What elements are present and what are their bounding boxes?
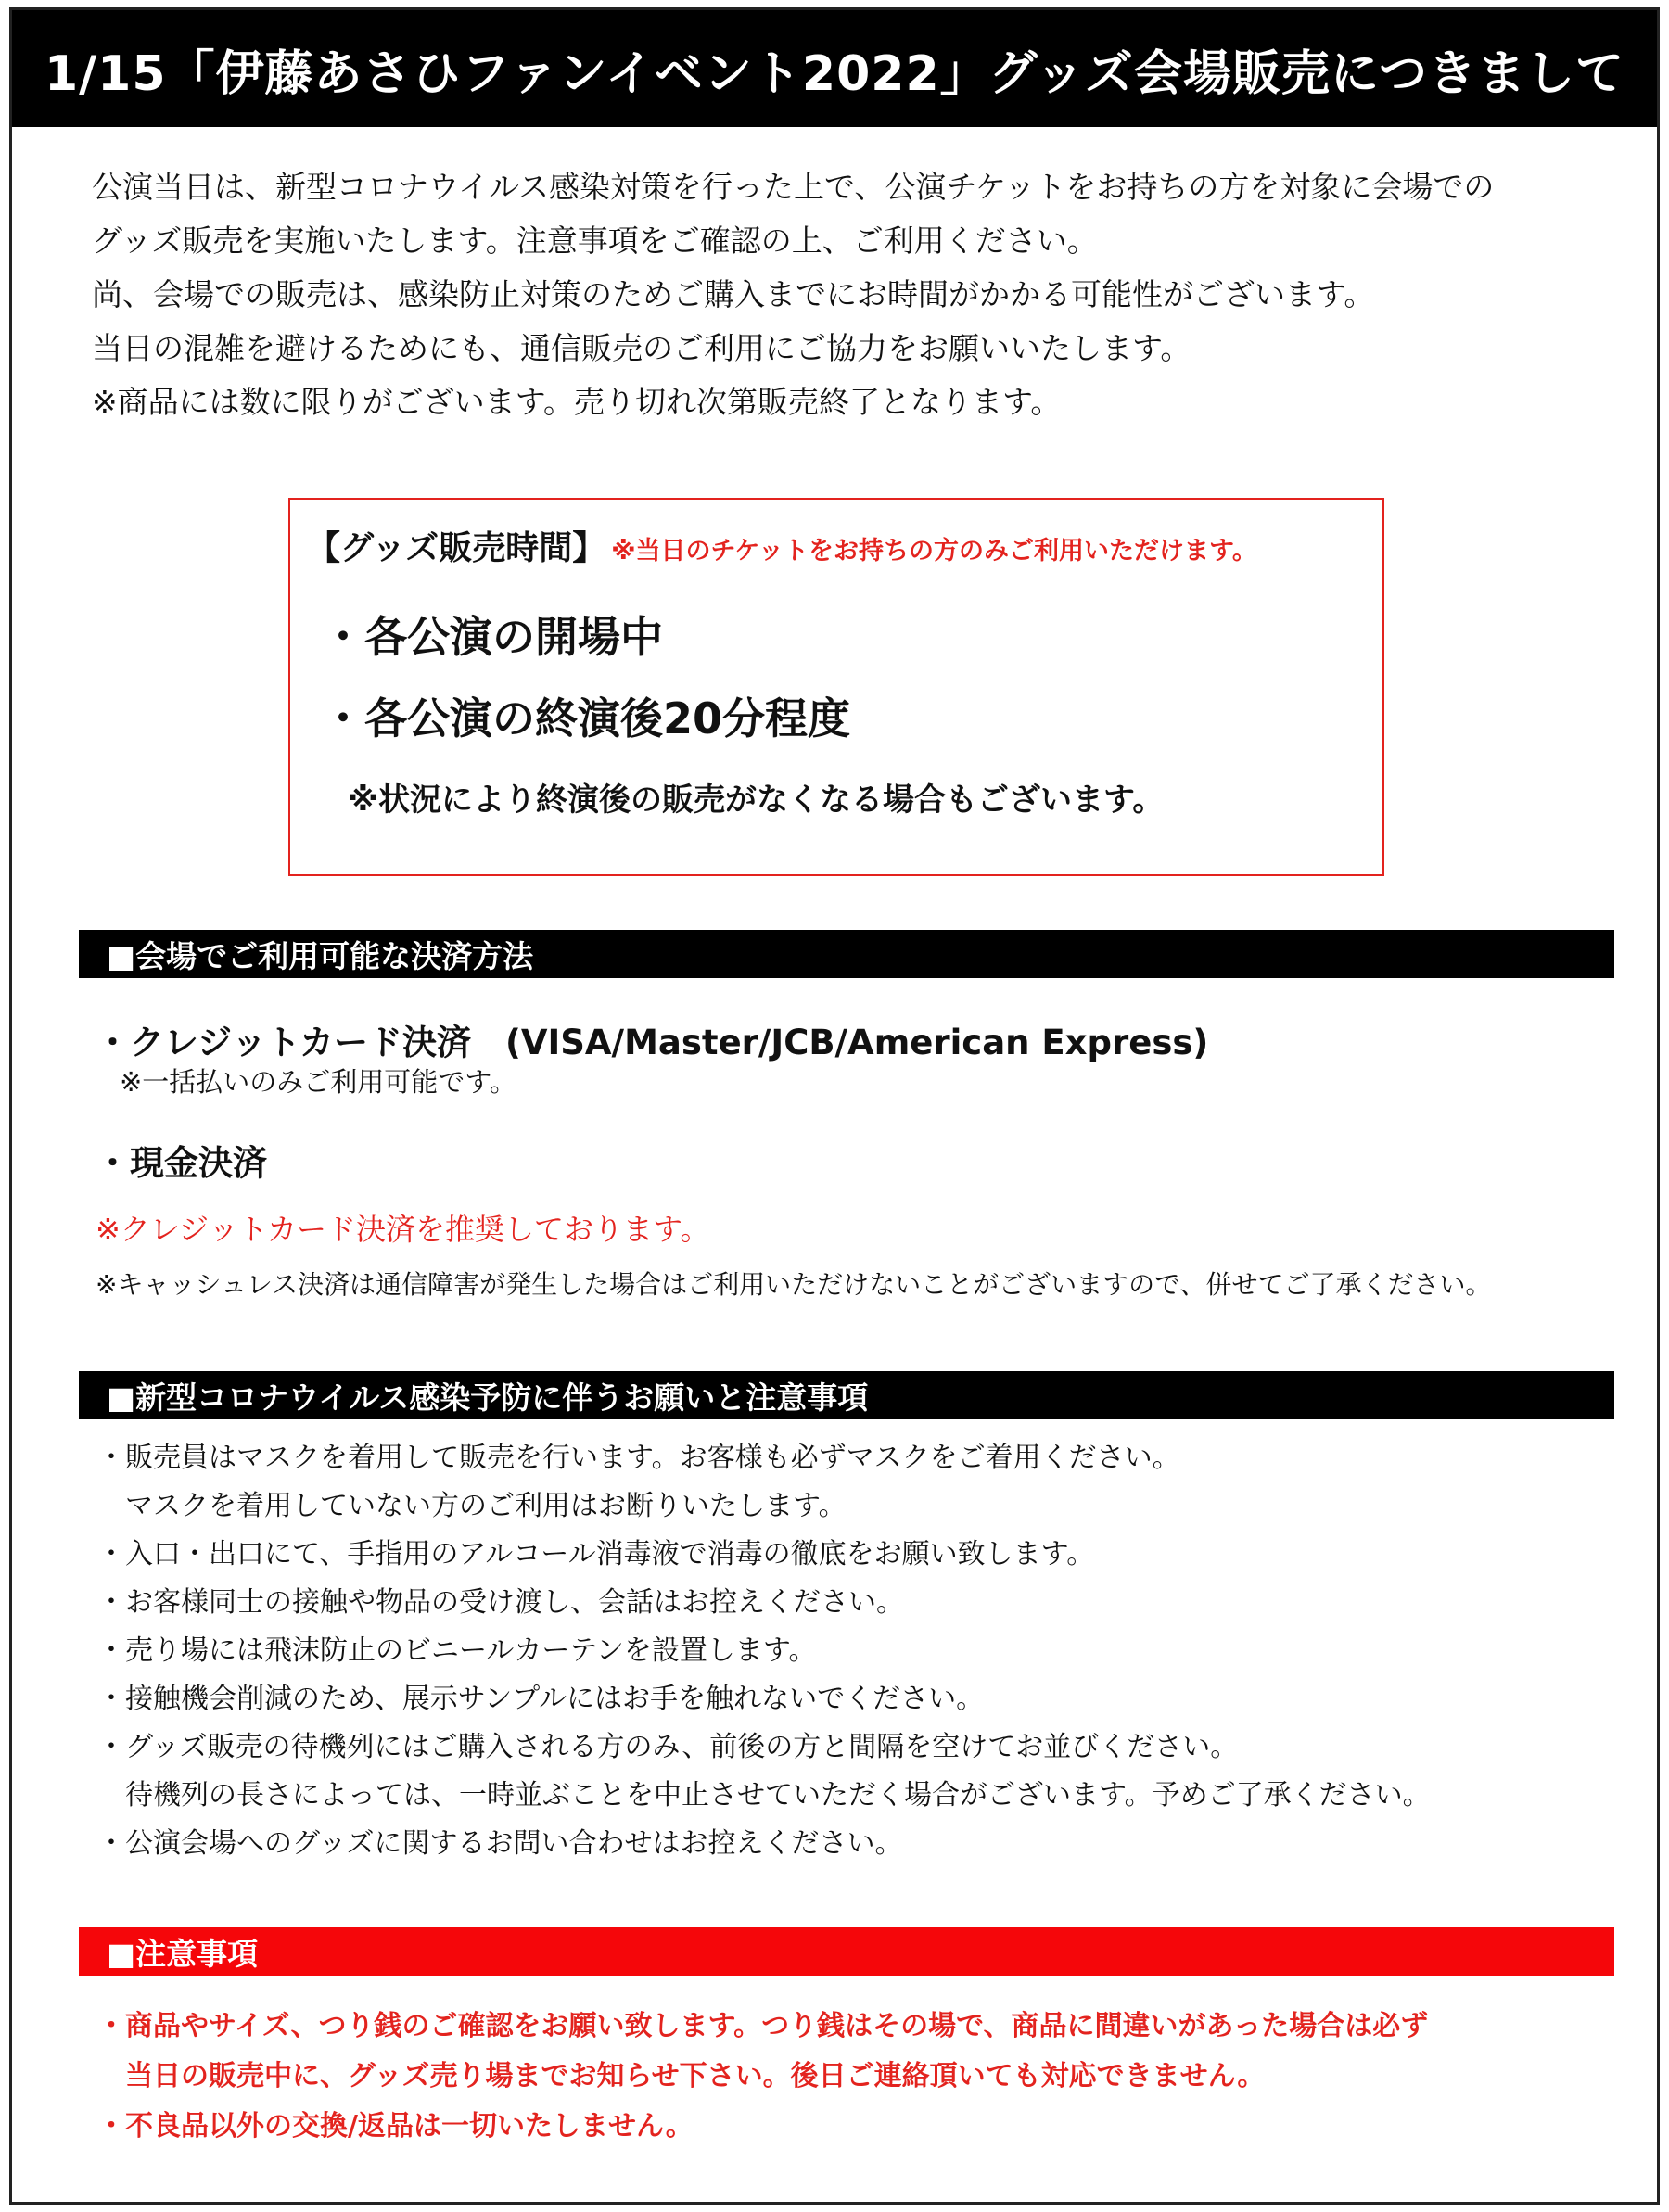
payment-section [96, 1017, 1625, 1306]
intro-line: 当日の混雑を避けるためにも、通信販売のご利用にご協力をお願いいたします。 [92, 330, 1191, 366]
caution-list [97, 2002, 1627, 2152]
payment-cashless-note: ※キャッシュレス決済は通信障害が発生した場合はご利用いただけないことがございますので、併せてご了承ください。 [96, 1269, 1492, 1300]
sales-time-header [307, 522, 1257, 569]
list-item: ・入口・出口にて、手指用のアルコール消毒液で消毒の徹底をお願い致します。 [97, 1538, 1095, 1570]
list-item: ・お客様同士の接触や物品の受け渡し、会話はお控えください。 [97, 1586, 904, 1619]
covid-heading: ■新型コロナウイルス感染予防に伴うお願いと注意事項 [79, 1371, 1614, 1419]
list-item: 待機列の長さによっては、一時並ぶことを中止させていただく場合がございます。予めご了承ください。 [97, 1779, 1431, 1812]
payment-credit-note: ※一括払いのみご利用可能です。 [120, 1066, 516, 1098]
list-item: ・販売員はマスクを着用して販売を行います。お客様も必ずマスクをご着用ください。 [97, 1442, 1180, 1474]
list-item: ・不良品以外の交換/返品は一切いたしません。 [97, 2110, 694, 2142]
sales-time-sub-note: ※状況により終演後の販売がなくなる場合もございます。 [348, 782, 1165, 819]
payment-credit: ・クレジットカード決済 (VISA/Master/JCB/American Express) [96, 1023, 1209, 1062]
notice-page [9, 7, 1660, 2205]
list-item: ・商品やサイズ、つり銭のご確認をお願い致します。つり銭はその場で、商品に間違いがあった場合は必ず [97, 2010, 1429, 2042]
covid-list [97, 1434, 1627, 1868]
payment-cash: ・現金決済 [96, 1143, 267, 1183]
payment-recommend: ※クレジットカード決済を推奨しております。 [96, 1212, 710, 1247]
list-item: ・売り場には飛沫防止のビニールカーテンを設置します。 [97, 1634, 817, 1667]
intro-line: 公演当日は、新型コロナウイルス感染対策を行った上で、公演チケットをお持ちの方を対象に会場での [92, 169, 1495, 205]
sales-time-item: ・各公演の開場中 [322, 612, 663, 662]
list-item: ・公演会場へのグッズに関するお問い合わせはお控えください。 [97, 1827, 903, 1860]
sales-time-note: ※当日のチケットをお持ちの方のみご利用いただけます。 [611, 537, 1257, 566]
list-item: ・グッズ販売の待機列にはご購入される方のみ、前後の方と間隔を空けてお並びください。 [97, 1731, 1239, 1763]
page-title: 1/15「伊藤あさひファンイベント2022」グッズ会場販売につきまして [12, 10, 1657, 127]
caution-heading: ■注意事項 [79, 1927, 1614, 1976]
intro-line: 尚、会場での販売は、感染防止対策のためご購入までにお時間がかかる可能性がございます。 [92, 276, 1375, 312]
intro-line: ※商品には数に限りがございます。売り切れ次第販売終了となります。 [92, 384, 1062, 420]
sales-time-box [288, 498, 1384, 876]
payment-heading: ■会場でご利用可能な決済方法 [79, 930, 1614, 978]
list-item: マスクを着用していない方のご利用はお断りいたします。 [97, 1490, 847, 1522]
sales-time-item: ・各公演の終演後20分程度 [322, 693, 851, 744]
intro-text [92, 160, 1612, 429]
intro-line: グッズ販売を実施いたします。注意事項をご確認の上、ご利用ください。 [92, 222, 1098, 259]
sales-time-label: 【グッズ販売時間】 [307, 529, 606, 567]
list-item: ・接触機会削減のため、展示サンプルにはお手を触れないでください。 [97, 1683, 985, 1715]
list-item: 当日の販売中に、グッズ売り場までお知らせ下さい。後日ご連絡頂いても対応できません。 [97, 2060, 1266, 2092]
